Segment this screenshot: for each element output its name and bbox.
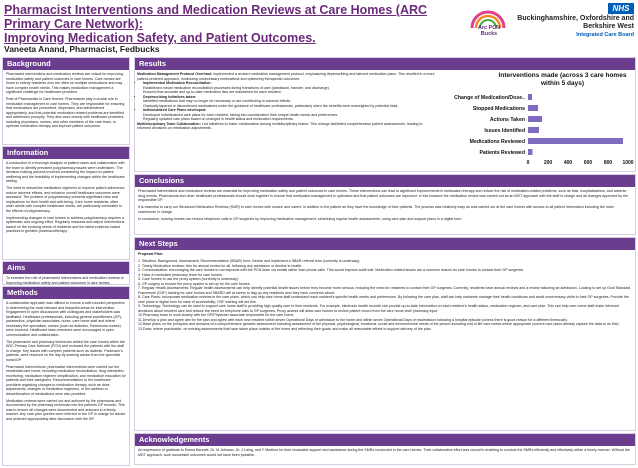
results-b2a: Identified medications that may no longer be necessary or are contributing to adverse effects. [143,99,292,103]
chart-tick-label: 1000 [622,160,634,166]
results-b1b: Ensured that accurate and up-to-date medication lists are maintained for each resident. [143,90,282,94]
authors: Vaneeta Anand, Pharmacist, Fedbucks [4,44,160,54]
trust-name-block [510,15,634,39]
conclusions-heading: Conclusions [135,175,635,187]
trust-subtitle: Integrated Care Board [576,32,634,38]
conclusions-p1: Pharmacist interventions and medication reviews are essential for improving medication safety and patient outcomes in care homes. These interventions can lead to significant improvements in medication therapy and reduce the risk of medication-related problems, such as falls, hospitalizations, and adverse drug events. Pharmacists and other healthcare professionals should work together to ensure that medication management is optimized and that patient outcomes are improved. In this instance the medication review was carried out as an MDT approach with the staff in charge and all changes approved by the responsible GP. [138,189,629,202]
left-column [2,57,130,466]
next-step-item: 9. Technology: Technology can be used to support care home staff in providing high-quality care to their residents. For example, electronic health records can provide up-to-date information on each resident's health status, medication regimen, and care plan. This can help care home staff make informed decisions about resident care and reduce the need for telephone calls to GP surgeries. Proxy access will allow care homes to review patient record from the care home visit/ pharmacy input [138,304,619,313]
nhs-badge: NHS [608,3,634,14]
information-p1: A conduction of a thorough analysis of patient cases and collaboration with the team to identify prevalent polypharmacy issues were undertaken. The decision-making process involved considering the impact on patient wellbeing and the feasibility of implementing changes within the healthcare setting. [6,161,125,183]
methods-p3: Pharmacist Interventions: pharmacist interventions were carried out the residential care home, including medication reconciliation, drug interaction monitoring, medication regimen simplification, and medication education for patients and their caregivers. Recommendations to the healthcare providers regarding changes in medication therapy, such as dose adjustments, changes in medication regimens, or the addition or discontinuation of medications were also provided. [6,364,126,396]
methods-p4: Medication reviews were carried out and actioned by the pharmacist and documented by the pharmacy technician into the patients GP records. This was to ensure all changes were documented and actioned in a timely manner. Any care plan queries were referred to the GP in charge for advice and actioned appropriately after discussion with the GP. [6,398,126,421]
next-step-item: 11.Develop a plan and agree aim for the plan and agree with each new resident within seven Operational Days of admission to the home and within seven Operational Days of readmission following a hospital episode (unless there is good reason for a different timescale). [138,317,568,322]
information-section [2,146,130,260]
chart-category-label: Issues Identified [484,128,525,134]
conclusions-p2: It is essential to carry our Structured Medication Reviews (SMR) in care homes with nurses' and carers' in addition to the patient as they have the knowledge of their patients. The process was relatively easy as was carried out at the care homes with access to all patient information including the main carer/nurse in charge. [138,205,614,214]
results-b4: Led initiatives to foster collaboration among multidisciplinary teams. This change facilitated comprehensive patient assessments, leading to informed decisions on medication adjustments. [137,121,423,130]
next-step-item: 7. Regular Health Assessments: Regular health assessments can help identify potential health issues before they become more serious, reducing the need for residents to contact their GP surgeries. Currently, residents have annual reviews and a review following an admission. Looking to set up Gold Standard Framework (GSF) training for care homes and SBARD will at carers to flag up any residents who they have concerns about. [138,286,631,295]
proposal-label: Proposal Plan: [138,252,164,256]
background-p2: Role of Pharmacists in Care Homes: Pharmacists play a crucial role in medication management in care homes. They are responsible for ensuring that medications are prescribed, dispensed, and administered appropriately, and that potential medication-related problems are identified and addressed promptly. They also work closely with healthcare providers, including physicians, nurses, and other members of the care team, to optimize medication therapy and improve patient outcomes. [6,97,125,128]
chart-tick-label: 0 [526,160,530,166]
aims-section [2,261,130,285]
chart-title: Interventions made (across 3 care homes within 5 days) [498,72,627,87]
acknowledgements-section [134,433,636,465]
conclusions-p3: In conclusion, nursing homes can reduce telephone calls to GP surgeries by improving medication management, scheduling regular health assessments, using care plan and support plans in a digital form. [138,216,463,221]
results-b4-label: Multidisciplinary Team Collaboration: [137,121,201,126]
chart-tick-label: 600 [583,160,593,166]
next-step-item: 4. Have a nominated pharmacy team for care homes. [138,272,223,277]
next-step-item: 2. Timely Medication reviews: Aim for annual review for all, following any admission or decline in health. [138,263,303,268]
next-step-item: 5. Care homes to use the proxy system (currently is underway). [138,277,239,281]
chart-bar [528,127,539,133]
results-intro: Implemented a revised medication management protocol, emphasizing deprescribing and tailored medication plans. This resulted in a more patient-centered approach, minimizing unnecessary medications and optimizing therapeutic outcomes. [137,72,435,81]
poster-header [0,0,638,56]
results-heading: Results [135,58,635,70]
chart-category-label: Change of Medication/Dose.. [454,95,525,101]
methods-p2: The pharmacist and pharmacy technician visited the care homes within the ARC Primary Care Network (PCN) and reviewed the patients with the staff in charge. Key issues with complex patients such as diabetic, Parkinson's patients, were resolved on the day by seeking advice from the specialist nurse/GP. [6,339,125,362]
results-b3b: Regularly updated care plans based on changes in health status and medication requirements. [143,117,294,121]
chart-category-label: Stopped Medications [472,106,525,112]
chart-category-label: Patients Reviewed [479,150,525,156]
next-step-item: 8. Care Plans: Incorporate medication reviews in the care plans, which can help care home staff understand each resident's specific health needs and preferences. By following the care plan, staff can help residents manage their health conditions and avoid unnecessary visits to their GP surgeries. Provide the care plans in digital form for ease of accessibility; GSF training will aid this. [138,295,629,304]
acknowledgements-heading: Acknowledgements [135,434,635,446]
information-p3: Implementing changes in care homes to address polypharmacy requires a systematic and ongoing effort. Regularly reassess and adjust interventions based on the evolving needs of residents and the latest evidence-based practices in geriatric pharmacotherapy. [6,215,125,233]
trust-name: Buckinghamshire, Oxfordshire and Berkshire West [517,15,634,30]
chart-tick-label: 800 [603,160,613,166]
title-line-2: Improving Medication Safety, and Patient Outcomes. [4,31,316,45]
chart-bar [528,94,532,100]
next-step-item: 6. GP surgery to ensure the proxy system is set up for the care homes. [138,281,251,286]
chart-svg [440,72,635,170]
background-heading: Background [3,58,129,70]
information-p2: The need to streamline medication regimens to improve patient adherence, reduce adverse effects, and enhance overall healthcare outcomes were assessed. The problem of polypharmacy presents significant risks and implications for their health and well-being. Care home residents, often older adults with complex healthcare needs, are particularly vulnerable to the effects of polypharmacy. [6,186,126,213]
acknowledgements-p1: An expression of gratitude to Emma Bennett, Dr. M Johnson, Dr. J Laing, and Y Mudhoo for their invaluable support and assistance during the SMRs conducted in the care homes. Their collaborative effort was crucial in enabling to conduct the SMRs efficiently and effectively within a timely manner. Without the MDT approach, such successful outcomes would not have been possible. [138,448,630,457]
results-b3a: Developed individualized care plans for each resident, taking into consideration their unique health needs and preferences. [143,112,339,117]
aims-p1: To examine the role of pharmacist interventions and medication reviews in improving medication safety and patient outcomes in care homes. [6,276,124,285]
results-text [137,72,437,131]
results-b3-label: Individualized Care Plans developed: [143,108,207,112]
title-line-1: Pharmacist Interventions and Medication Reviews at Care Homes (ARC Primary Care Network): [4,3,428,31]
chart-bar [528,105,538,111]
background-section [2,57,130,145]
results-b2b: Gradually tapered or discontinued medications under the guidance of healthcare professionals, particularly when the benefits were outweighed by potential risks. [143,103,399,108]
chart-category-label: Actions Taken [489,117,525,123]
next-step-item: 13.Draw, where practicable, on existing assessments that have taken place outside of the home and reflecting their goals; and make all reasonable efforts to support delivery of the plan. [138,326,432,331]
results-b2-label: Deprescribing Initiatives taken: [143,94,197,99]
results-b1-label: Implemented Medication Reconciliation: [143,81,212,85]
methods-p1: A collaborative approach was utilised to ensure a well-rounded perspective in determining the most relevant and impactful areas for intervention. Engagement in open discussions with colleagues and stakeholders was facilitated. Healthcare professionals, including general practitioners (GP), paramedics, physician associates, nurse, care home staff and where necessary the specialists, nurses (such as diabetes, Parkinsons nurses) were involved. Healthcare team members were encouraged in open communication and collaboration. [6,301,125,337]
main-column [134,57,636,465]
pcn-logo-text: Arc PCN Bucks [477,25,501,37]
next-step-item: 3. Communication: encouraging the care homes to corresponds with the PCN team via emails rather than phone calls. This would improve audit trail. Medication related issues are a common reason for care homes to contact their GP surgeries. [138,268,525,272]
aims-heading: Aims [3,262,129,274]
results-b1a: Established robust medication reconciliation processes during transitions of care (admission, transfer, and discharge). [143,85,330,90]
chart-tick-label: 200 [543,160,553,166]
results-section [134,57,636,172]
background-p1: Pharmacist interventions and medication reviews are critical for improving medication safety and patient outcomes in care homes. Care homes are home to elderly residents who are often on multiple medications and may have complex health needs. This makes medication management a significant challenge for healthcare providers. [6,72,124,94]
chart-tick-label: 400 [563,160,573,166]
information-heading: Information [3,147,129,159]
results-intro-label: Medication Management Protocol Overhaul: [137,72,213,76]
next-steps-section [134,237,636,431]
next-step-item: 1. Situation, Background, Assessment, Recommendation (SBAR) form; Devise and implement a SBAR referral form (currently is underway). [138,259,361,263]
chart-bar [528,149,533,155]
next-step-item: 12.Base plans on the principles and domains of a comprehensive geriatric assessment including assessment of the physical, psychological, functional, social and environmental needs of the person including end of life care needs where appropriate (current care plans already capture the data to do this) [138,322,619,326]
next-step-item: 10.Pharmacy team to work closely with the GP/Physician associate responsible for the care home. [138,313,295,317]
methods-section [2,286,130,466]
conclusions-section [134,174,636,235]
interventions-chart [440,72,635,170]
poster-title [4,3,474,45]
next-steps-heading: Next Steps [135,238,635,250]
chart-category-label: Medications Reviewed [469,139,525,145]
chart-bar [528,116,542,122]
chart-bar [528,138,623,144]
methods-heading: Methods [3,287,129,299]
